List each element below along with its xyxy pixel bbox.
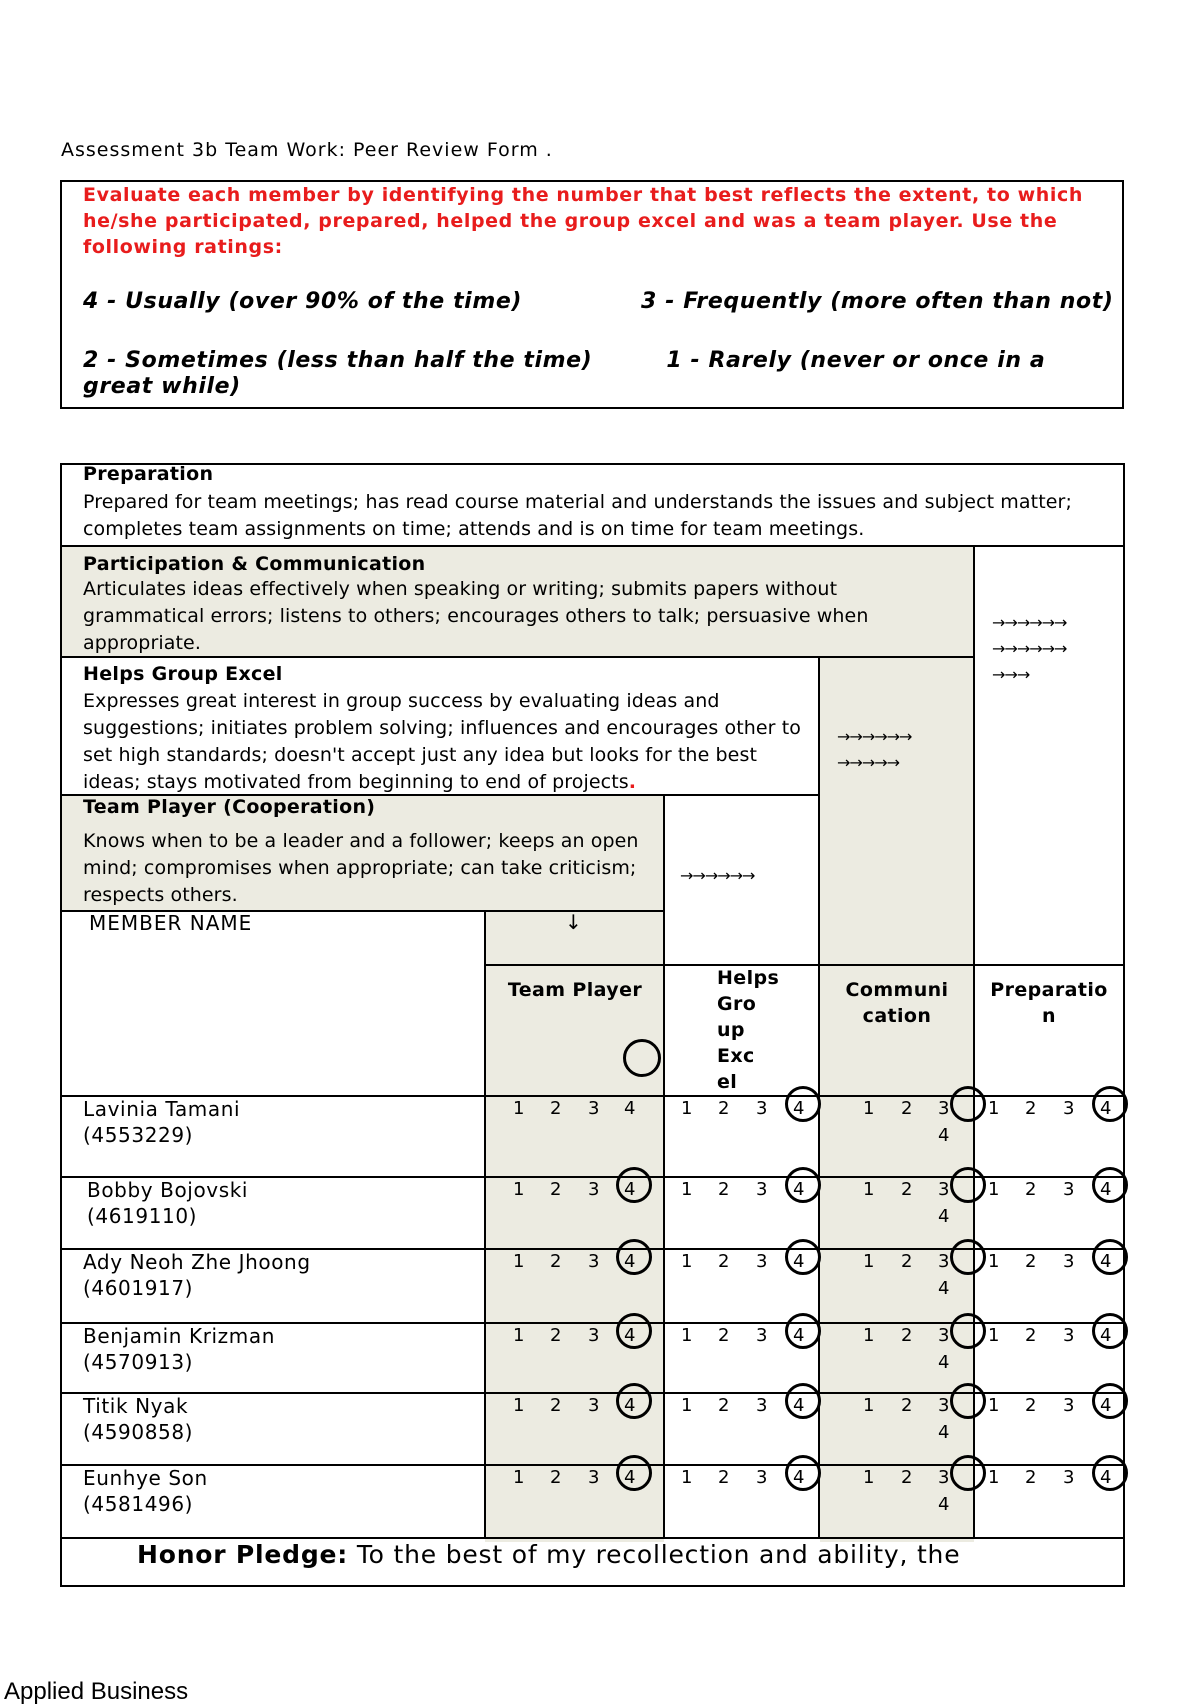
member-id: (4570913): [83, 1350, 194, 1374]
selected-score-circle: [950, 1455, 986, 1491]
col-team-player: Team Player: [507, 979, 643, 1001]
score-option[interactable]: 1: [681, 1467, 693, 1488]
score-option[interactable]: 4: [1100, 1098, 1112, 1119]
score-option[interactable]: 4: [793, 1179, 805, 1200]
score-option[interactable]: 4: [793, 1251, 805, 1272]
score-option[interactable]: 2: [550, 1325, 562, 1346]
member-name: Bobby Bojovski: [87, 1178, 249, 1202]
score-option[interactable]: 4: [938, 1206, 950, 1227]
selected-score-circle: [785, 1455, 821, 1491]
participation-text: Articulates ideas effectively when speaking or writing; submits papers without grammatical errors; listens to others; encourages others to talk; persuasive when appropriate.: [83, 578, 869, 654]
score-option[interactable]: 2: [718, 1467, 730, 1488]
score-option[interactable]: 3: [938, 1098, 950, 1119]
selected-score-circle: [616, 1313, 652, 1349]
footer-text: Applied Business: [4, 1678, 189, 1705]
preparation-text: Prepared for team meetings; has read course material and understands the issues and subject matter; completes team assignments on time; attends and is on time for team meetings.: [83, 491, 1072, 540]
helps-title: Helps Group Excel: [83, 663, 283, 685]
selected-score-circle: [1092, 1239, 1128, 1275]
score-option[interactable]: 2: [1025, 1395, 1037, 1416]
selected-score-circle: [950, 1383, 986, 1419]
selected-score-circle: [1092, 1313, 1128, 1349]
score-option[interactable]: 2: [550, 1251, 562, 1272]
score-option[interactable]: 4: [793, 1098, 805, 1119]
score-option[interactable]: 3: [756, 1179, 768, 1200]
score-option[interactable]: 1: [681, 1325, 693, 1346]
selected-score-circle: [950, 1167, 986, 1203]
score-option[interactable]: 2: [901, 1098, 913, 1119]
score-option[interactable]: 1: [863, 1325, 875, 1346]
score-option[interactable]: 4: [938, 1125, 950, 1146]
selected-score-circle: [785, 1167, 821, 1203]
score-option[interactable]: 3: [588, 1179, 600, 1200]
selected-score-circle: [1092, 1383, 1128, 1419]
selected-score-circle: [785, 1239, 821, 1275]
score-option[interactable]: 1: [513, 1251, 525, 1272]
score-option[interactable]: 2: [901, 1179, 913, 1200]
score-option[interactable]: 1: [863, 1098, 875, 1119]
rating-4: [83, 289, 1123, 315]
score-option[interactable]: 1: [988, 1179, 1000, 1200]
score-option[interactable]: 1: [988, 1467, 1000, 1488]
member-name: Lavinia Tamani: [83, 1097, 241, 1121]
score-option[interactable]: 3: [1063, 1467, 1075, 1488]
score-option[interactable]: 1: [513, 1467, 525, 1488]
score-option[interactable]: 3: [756, 1467, 768, 1488]
score-option[interactable]: 3: [938, 1395, 950, 1416]
rating-2: [83, 348, 1123, 400]
score-option[interactable]: 3: [1063, 1098, 1075, 1119]
member-id: (4601917): [83, 1276, 194, 1300]
score-option[interactable]: 1: [863, 1251, 875, 1272]
selected-score-circle: [616, 1455, 652, 1491]
preparation-title: Preparation: [83, 463, 214, 485]
score-option[interactable]: 2: [1025, 1179, 1037, 1200]
score-option[interactable]: 1: [513, 1179, 525, 1200]
score-option[interactable]: 4: [938, 1422, 950, 1443]
score-option[interactable]: 3: [588, 1395, 600, 1416]
score-option[interactable]: 1: [681, 1098, 693, 1119]
honor-pledge: Honor Pledge: To the best of my recollection and ability, the: [137, 1540, 961, 1569]
teamplayer-text: Knows when to be a leader and a follower; keeps an open mind; compromises when appropriate; can take criticism; respects others.: [83, 830, 639, 906]
score-option[interactable]: 2: [718, 1179, 730, 1200]
score-option[interactable]: 4: [1100, 1395, 1112, 1416]
score-option[interactable]: 4: [624, 1325, 636, 1346]
score-option[interactable]: 3: [938, 1251, 950, 1272]
score-option[interactable]: 1: [988, 1098, 1000, 1119]
rating-3-label: 3 - Frequently (more often than not): [641, 289, 1114, 314]
selected-score-circle: [616, 1383, 652, 1419]
score-option[interactable]: 4: [624, 1098, 636, 1119]
score-option[interactable]: 4: [938, 1278, 950, 1299]
score-option[interactable]: 2: [718, 1395, 730, 1416]
page-title: Assessment 3b Team Work: Peer Review Form .: [61, 139, 553, 161]
score-option[interactable]: 4: [624, 1251, 636, 1272]
selection-circle: [623, 1039, 661, 1077]
member-id: (4590858): [83, 1420, 194, 1444]
helps-arrows: →→→→→→ →→→→→: [837, 727, 912, 772]
teamplayer-column-shade: [485, 911, 664, 1542]
score-option[interactable]: 1: [988, 1251, 1000, 1272]
score-option[interactable]: 2: [550, 1467, 562, 1488]
selected-score-circle: [616, 1239, 652, 1275]
rating-2-label: 2 - Sometimes (less than half the time): [83, 348, 593, 373]
score-option[interactable]: 3: [756, 1098, 768, 1119]
score-option[interactable]: 3: [938, 1179, 950, 1200]
rating-4-label: 4 - Usually (over 90% of the time): [83, 289, 523, 314]
selected-score-circle: [785, 1383, 821, 1419]
score-option[interactable]: 3: [938, 1467, 950, 1488]
col-helps-group-excel: Helps Gro up Exc el: [717, 967, 780, 1093]
teamplayer-title: Team Player (Cooperation): [83, 796, 376, 818]
score-option[interactable]: 1: [988, 1395, 1000, 1416]
score-option[interactable]: 1: [988, 1325, 1000, 1346]
selected-score-circle: [616, 1167, 652, 1203]
score-option[interactable]: 3: [938, 1325, 950, 1346]
member-name: Ady Neoh Zhe Jhoong: [83, 1250, 311, 1274]
rating-1-label: 1 - Rarely (never or once in a great while): [83, 348, 1046, 399]
score-option[interactable]: 2: [1025, 1325, 1037, 1346]
selected-score-circle: [785, 1313, 821, 1349]
score-option[interactable]: 3: [588, 1467, 600, 1488]
score-option[interactable]: 2: [901, 1325, 913, 1346]
score-option[interactable]: 4: [1100, 1251, 1112, 1272]
selected-score-circle: [950, 1239, 986, 1275]
score-option[interactable]: 2: [718, 1098, 730, 1119]
score-option[interactable]: 1: [513, 1325, 525, 1346]
score-option[interactable]: 1: [863, 1179, 875, 1200]
score-option[interactable]: 4: [1100, 1325, 1112, 1346]
score-option[interactable]: 3: [756, 1251, 768, 1272]
score-option[interactable]: 4: [938, 1494, 950, 1515]
score-option[interactable]: 4: [793, 1467, 805, 1488]
member-id: (4581496): [83, 1492, 194, 1516]
member-name-header: MEMBER NAME: [89, 911, 253, 935]
score-option[interactable]: 3: [1063, 1251, 1075, 1272]
score-option[interactable]: 1: [863, 1395, 875, 1416]
score-option[interactable]: 4: [624, 1179, 636, 1200]
score-option[interactable]: 2: [901, 1467, 913, 1488]
member-id: (4619110): [87, 1204, 198, 1228]
score-option[interactable]: 2: [901, 1395, 913, 1416]
selected-score-circle: [1092, 1167, 1128, 1203]
score-option[interactable]: 4: [793, 1325, 805, 1346]
score-option[interactable]: 4: [624, 1395, 636, 1416]
col-preparation: Preparatio n: [990, 979, 1108, 1027]
score-option[interactable]: 1: [513, 1395, 525, 1416]
score-option[interactable]: 2: [1025, 1467, 1037, 1488]
teamplayer-arrows: →→→→→→: [680, 866, 755, 885]
participation-title: Participation & Communication: [83, 553, 426, 575]
selected-score-circle: [950, 1313, 986, 1349]
score-option[interactable]: 1: [681, 1395, 693, 1416]
score-option[interactable]: 1: [863, 1467, 875, 1488]
score-option[interactable]: 4: [793, 1395, 805, 1416]
score-option[interactable]: 2: [901, 1251, 913, 1272]
score-option[interactable]: 2: [550, 1395, 562, 1416]
score-option[interactable]: 4: [1100, 1179, 1112, 1200]
selected-score-circle: [950, 1086, 986, 1122]
selected-score-circle: [785, 1086, 821, 1122]
score-option[interactable]: 4: [624, 1467, 636, 1488]
score-option[interactable]: 3: [756, 1325, 768, 1346]
score-option[interactable]: 2: [550, 1098, 562, 1119]
score-option[interactable]: 3: [588, 1325, 600, 1346]
instructions-text: Evaluate each member by identifying the number that best reflects the extent, to which he/she participated, prepared, helped the group excel and was a team player. Use the following ratings:: [83, 184, 1083, 258]
score-option[interactable]: 2: [718, 1251, 730, 1272]
member-id: (4553229): [83, 1123, 194, 1147]
score-option[interactable]: 4: [938, 1352, 950, 1373]
score-option[interactable]: 2: [1025, 1098, 1037, 1119]
score-option[interactable]: 3: [1063, 1179, 1075, 1200]
score-option[interactable]: 4: [1100, 1467, 1112, 1488]
member-name: Benjamin Krizman: [83, 1324, 275, 1348]
participation-arrows: →→→→→→ →→→→→→ →→→: [992, 613, 1067, 684]
score-option[interactable]: 3: [1063, 1395, 1075, 1416]
score-option[interactable]: 1: [681, 1179, 693, 1200]
member-name: Eunhye Son: [83, 1466, 208, 1490]
selected-score-circle: [1092, 1455, 1128, 1491]
score-option[interactable]: 2: [1025, 1251, 1037, 1272]
down-arrow: ↓: [565, 910, 582, 934]
score-option[interactable]: 1: [513, 1098, 525, 1119]
score-option[interactable]: 2: [718, 1325, 730, 1346]
score-option[interactable]: 3: [1063, 1325, 1075, 1346]
score-option[interactable]: 3: [756, 1395, 768, 1416]
score-option[interactable]: 1: [681, 1251, 693, 1272]
score-option[interactable]: 3: [588, 1098, 600, 1119]
score-option[interactable]: 2: [550, 1179, 562, 1200]
member-name: Titik Nyak: [83, 1394, 189, 1418]
score-option[interactable]: 3: [588, 1251, 600, 1272]
col-communication: Communi cation: [845, 979, 949, 1027]
helps-text: Expresses great interest in group success by evaluating ideas and suggestions; initiates problem solving; influences and encourages other to set high standards; doesn't accept just any idea but looks for the best ideas; stays motivated from beginning to end of projects.: [83, 690, 801, 793]
selected-score-circle: [1092, 1086, 1128, 1122]
